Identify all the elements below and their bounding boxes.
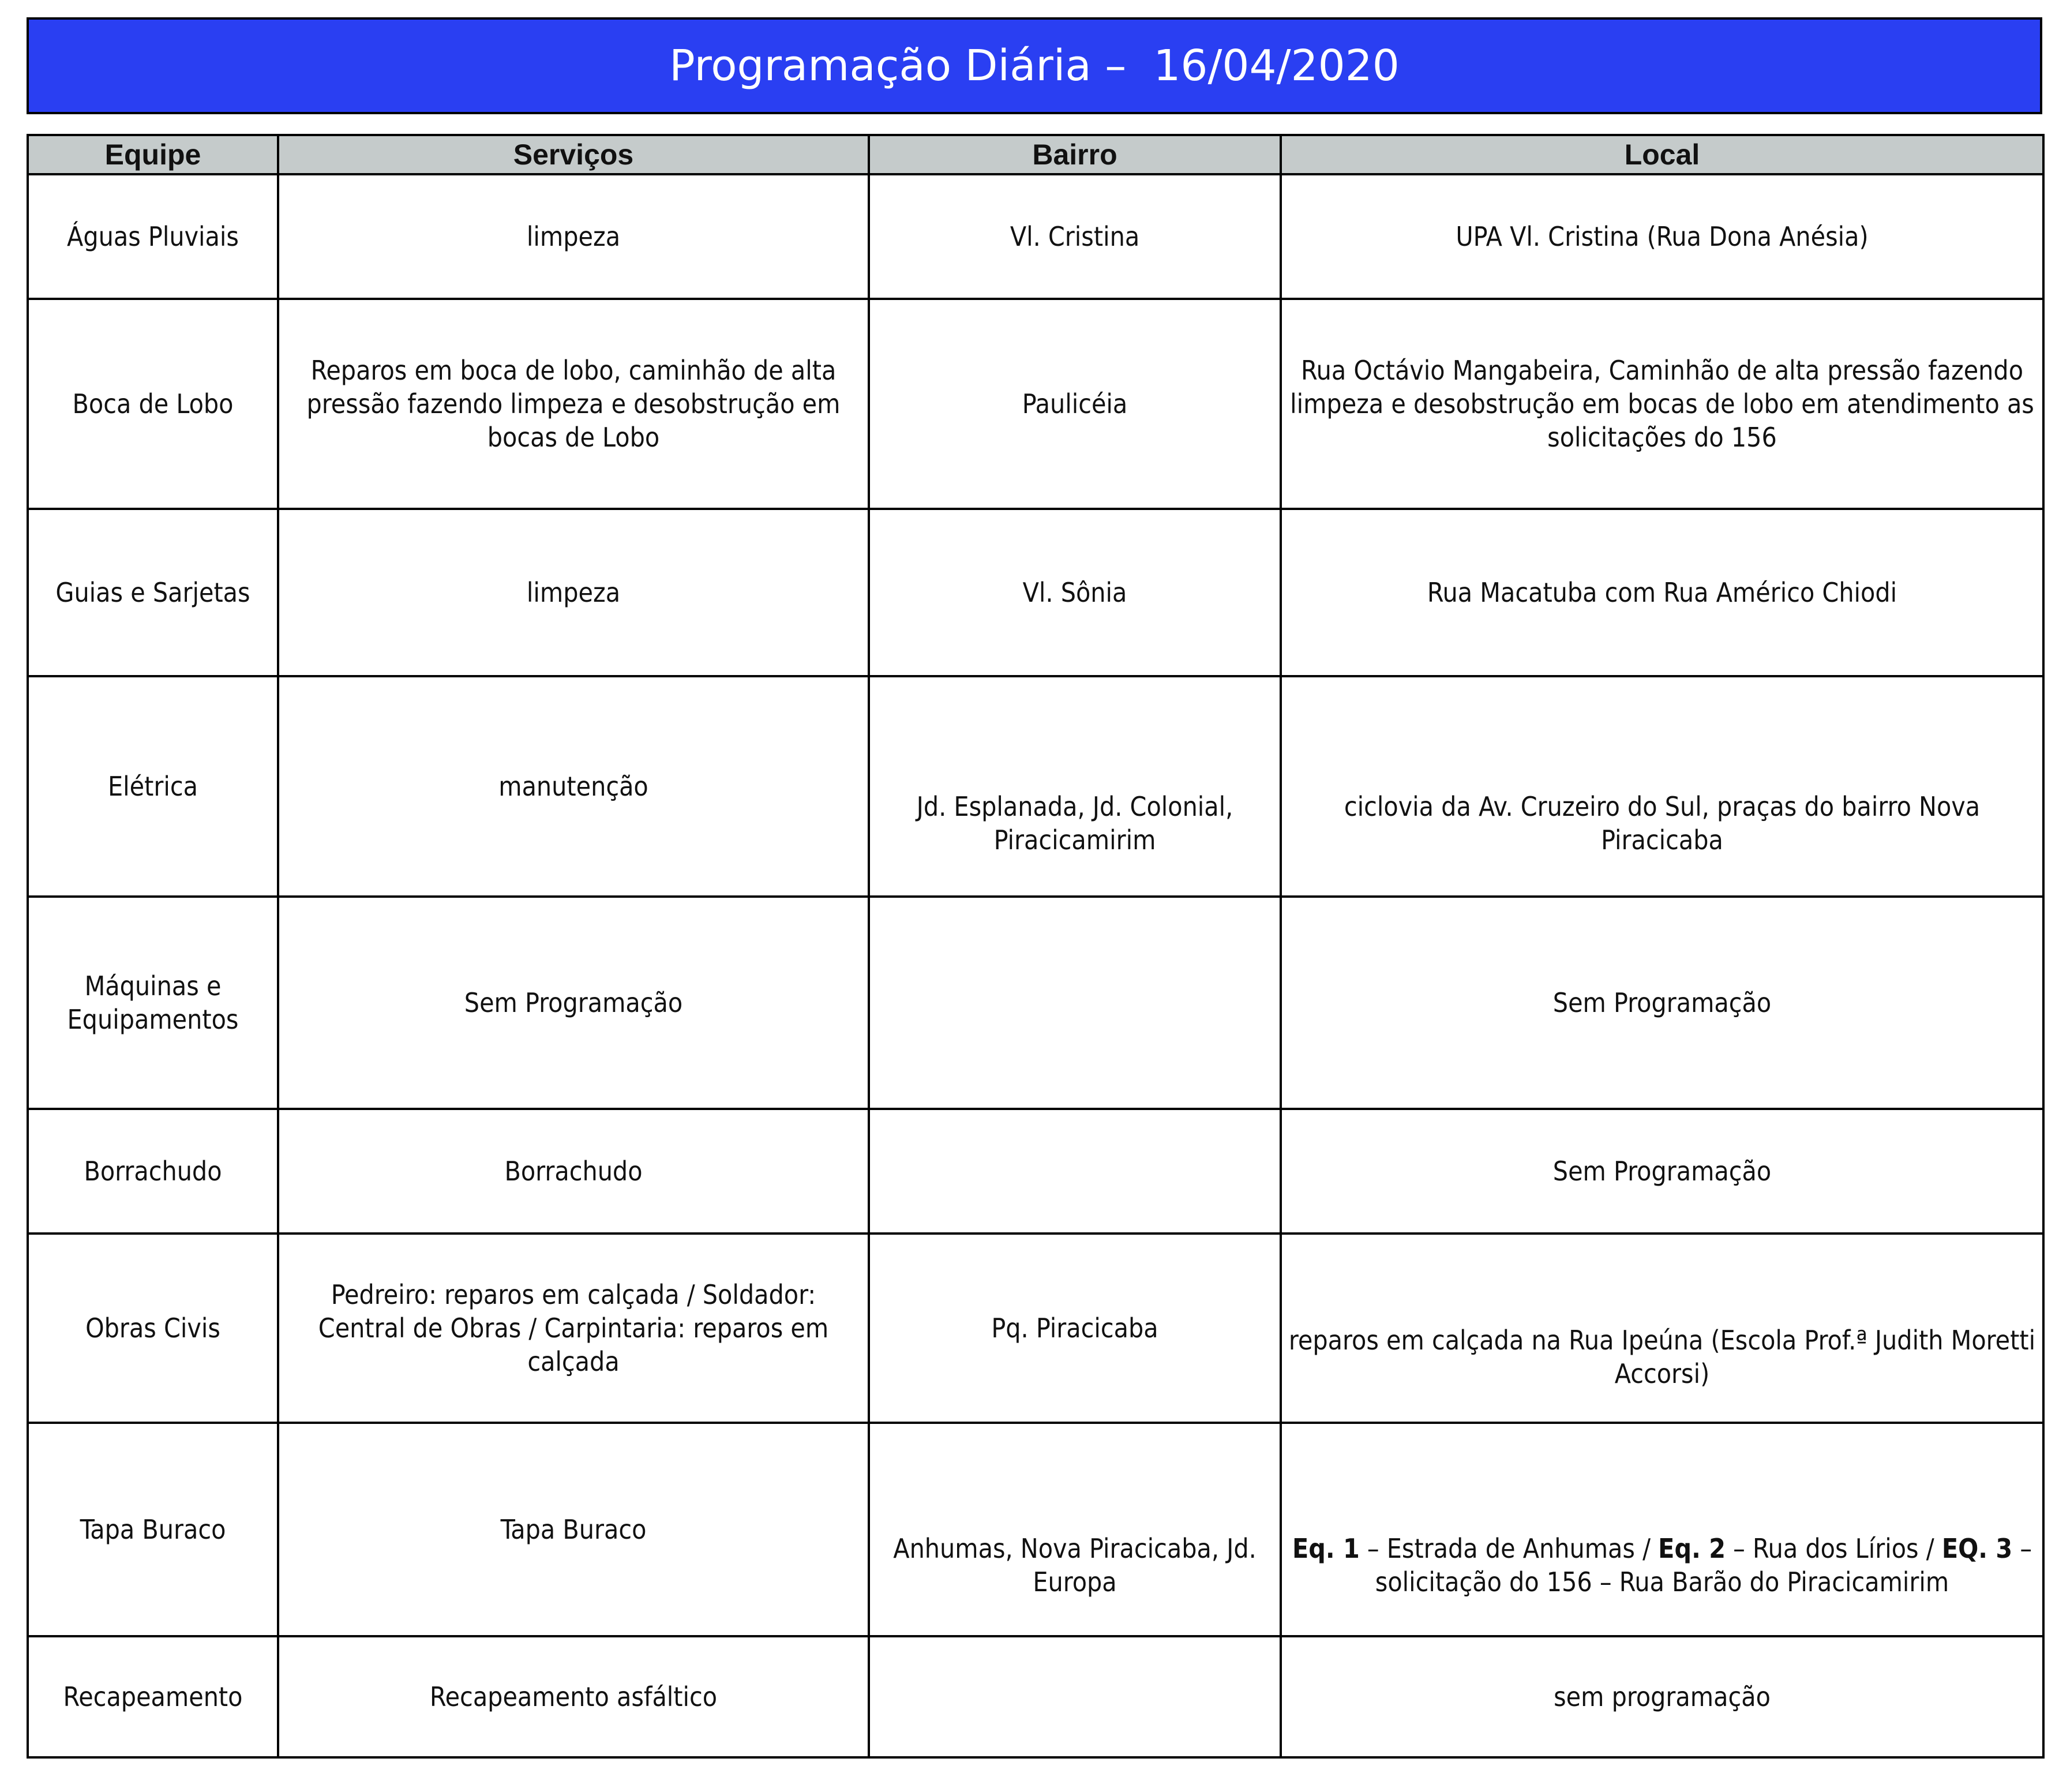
cell-equipe: Elétrica bbox=[28, 676, 278, 897]
cell-servicos: Reparos em boca de lobo, caminhão de alta pressão fazendo limpeza e desobstrução em bocas de Lobo bbox=[278, 299, 869, 509]
cell-servicos: Recapeamento asfáltico bbox=[278, 1636, 869, 1757]
table-row bbox=[28, 1234, 2043, 1423]
cell-local bbox=[1281, 1423, 2043, 1636]
table-row bbox=[28, 897, 2043, 1109]
team-label-eq3: EQ. 3 bbox=[1941, 1533, 2013, 1564]
cell-local-text: reparos em calçada na Rua Ipeúna (Escola Prof.ª Judith Moretti Accorsi) bbox=[1288, 1325, 2036, 1389]
cell-local: Rua Octávio Mangabeira, Caminhão de alta pressão fazendo limpeza e desobstrução em bocas de lobo em atendimento as solicitações do 156 bbox=[1281, 299, 2043, 509]
column-header-bairro: Bairro bbox=[869, 135, 1281, 174]
table-row bbox=[28, 1423, 2043, 1636]
cell-equipe: Águas Pluviais bbox=[28, 174, 278, 299]
table-row bbox=[28, 509, 2043, 676]
cell-local: Rua Macatuba com Rua Américo Chiodi bbox=[1281, 509, 2043, 676]
cell-bairro: Vl. Cristina bbox=[869, 174, 1281, 299]
cell-servicos: limpeza bbox=[278, 174, 869, 299]
cell-bairro bbox=[869, 676, 1281, 897]
cell-servicos: manutenção bbox=[278, 676, 869, 897]
title-banner bbox=[27, 17, 2042, 114]
team-label-eq1: Eq. 1 bbox=[1292, 1533, 1360, 1564]
cell-equipe: Tapa Buraco bbox=[28, 1423, 278, 1636]
cell-bairro: Paulicéia bbox=[869, 299, 1281, 509]
team-text-eq3: – solicitação do 156 – Rua Barão do Piracicamirim bbox=[1375, 1533, 2032, 1598]
schedule-table bbox=[27, 134, 2045, 1759]
page-title: Programação Diária – 16/04/2020 bbox=[669, 41, 1400, 91]
column-header-equipe: Equipe bbox=[28, 135, 278, 174]
cell-servicos: Borrachudo bbox=[278, 1109, 869, 1234]
header-row bbox=[28, 135, 2043, 174]
cell-local: Sem Programação bbox=[1281, 1109, 2043, 1234]
team-text-eq2: – Rua dos Lírios / bbox=[1726, 1533, 1942, 1564]
cell-local: UPA Vl. Cristina (Rua Dona Anésia) bbox=[1281, 174, 2043, 299]
table-row bbox=[28, 676, 2043, 897]
cell-bairro-text: Jd. Esplanada, Jd. Colonial, Piracicamirim bbox=[916, 791, 1233, 856]
cell-bairro bbox=[869, 897, 1281, 1109]
cell-servicos: Pedreiro: reparos em calçada / Soldador: Central de Obras / Carpintaria: reparos em calçada bbox=[278, 1234, 869, 1423]
cell-servicos: Sem Programação bbox=[278, 897, 869, 1109]
cell-local: sem programação bbox=[1281, 1636, 2043, 1757]
table-row bbox=[28, 299, 2043, 509]
cell-equipe: Obras Civis bbox=[28, 1234, 278, 1423]
cell-local-text: ciclovia da Av. Cruzeiro do Sul, praças do bairro Nova Piracicaba bbox=[1344, 791, 1981, 856]
table-row bbox=[28, 1109, 2043, 1234]
cell-equipe: Recapeamento bbox=[28, 1636, 278, 1757]
cell-equipe: Borrachudo bbox=[28, 1109, 278, 1234]
cell-servicos: limpeza bbox=[278, 509, 869, 676]
cell-local bbox=[1281, 1234, 2043, 1423]
cell-bairro-text: Anhumas, Nova Piracicaba, Jd. Europa bbox=[893, 1533, 1257, 1598]
table-row bbox=[28, 1636, 2043, 1757]
cell-local bbox=[1281, 676, 2043, 897]
cell-equipe: Guias e Sarjetas bbox=[28, 509, 278, 676]
cell-bairro: Vl. Sônia bbox=[869, 509, 1281, 676]
cell-equipe: Máquinas e Equipamentos bbox=[28, 897, 278, 1109]
cell-bairro bbox=[869, 1636, 1281, 1757]
column-header-local: Local bbox=[1281, 135, 2043, 174]
cell-local: Sem Programação bbox=[1281, 897, 2043, 1109]
team-text-eq1: – Estrada de Anhumas / bbox=[1359, 1533, 1659, 1564]
team-label-eq2: Eq. 2 bbox=[1658, 1533, 1726, 1564]
cell-bairro bbox=[869, 1109, 1281, 1234]
table-row bbox=[28, 174, 2043, 299]
cell-equipe: Boca de Lobo bbox=[28, 299, 278, 509]
column-header-servicos: Serviços bbox=[278, 135, 869, 174]
cell-bairro: Pq. Piracicaba bbox=[869, 1234, 1281, 1423]
cell-servicos: Tapa Buraco bbox=[278, 1423, 869, 1636]
cell-local-text bbox=[1288, 1460, 2037, 1599]
cell-bairro bbox=[869, 1423, 1281, 1636]
